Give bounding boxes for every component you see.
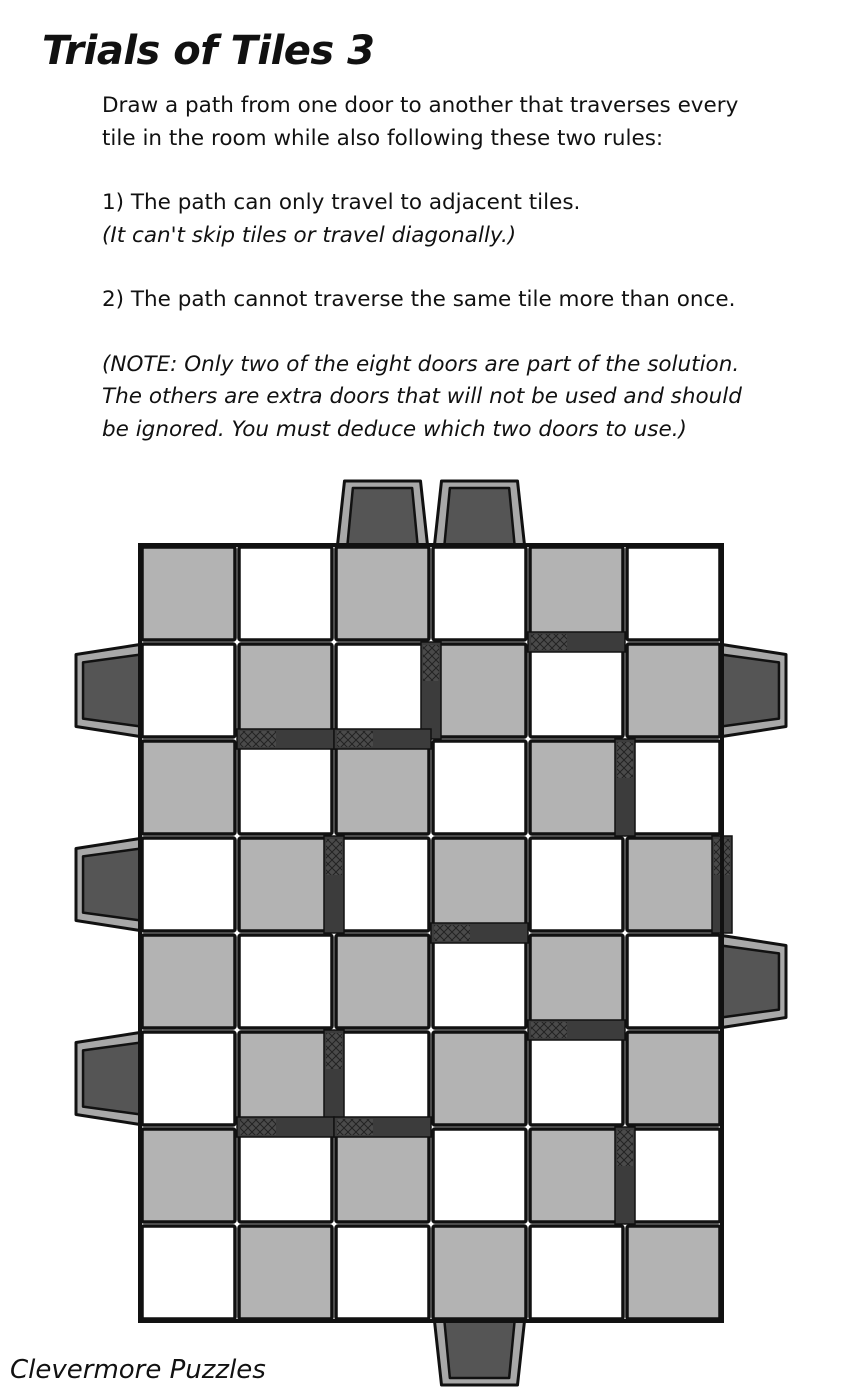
rule-1-note: (It can't skip tiles or travel diagonally.) <box>102 222 517 248</box>
intro-line-1: Draw a path from one door to another that traverses every <box>102 93 739 118</box>
tile-r7-c2[interactable] <box>336 1226 429 1319</box>
tile-r2-c5[interactable] <box>627 741 720 834</box>
wall-segment <box>237 1117 334 1137</box>
tile-r3-c2[interactable] <box>336 838 429 931</box>
tile-r6-c4[interactable] <box>530 1129 623 1222</box>
tile-r1-c2[interactable] <box>336 644 429 737</box>
wall-segment <box>431 923 528 943</box>
tile-r4-c3[interactable] <box>433 935 526 1028</box>
tile-r7-c3[interactable] <box>433 1226 526 1319</box>
wall-segment <box>615 1127 635 1224</box>
tile-r0-c5[interactable] <box>627 547 720 640</box>
tile-r6-c3[interactable] <box>433 1129 526 1222</box>
door-left-1[interactable] <box>76 645 140 737</box>
tile-r2-c4[interactable] <box>530 741 623 834</box>
tile-r3-c3[interactable] <box>433 838 526 931</box>
tile-r0-c1[interactable] <box>239 547 332 640</box>
tile-r2-c3[interactable] <box>433 741 526 834</box>
tile-r2-c1[interactable] <box>239 741 332 834</box>
tile-r1-c5[interactable] <box>627 644 720 737</box>
wall-segment <box>334 729 431 749</box>
note-line-1: (NOTE: Only two of the eight doors are part of the solution. <box>102 351 740 377</box>
tile-r7-c0[interactable] <box>142 1226 235 1319</box>
tile-r7-c1[interactable] <box>239 1226 332 1319</box>
tile-r7-c4[interactable] <box>530 1226 623 1319</box>
tile-r7-c5[interactable] <box>627 1226 720 1319</box>
tile-r3-c1[interactable] <box>239 838 332 931</box>
door-right-1[interactable] <box>722 645 786 737</box>
wall-segment <box>237 729 334 749</box>
tile-r6-c0[interactable] <box>142 1129 235 1222</box>
tile-r0-c0[interactable] <box>142 547 235 640</box>
tile-r3-c0[interactable] <box>142 838 235 931</box>
tile-r0-c2[interactable] <box>336 547 429 640</box>
tile-r1-c3[interactable] <box>433 644 526 737</box>
door-bottom-3[interactable] <box>435 1321 525 1385</box>
tile-r4-c0[interactable] <box>142 935 235 1028</box>
tile-r6-c5[interactable] <box>627 1129 720 1222</box>
door-left-3[interactable] <box>76 839 140 931</box>
wall-segment <box>528 632 625 652</box>
door-top-3[interactable] <box>435 481 525 545</box>
wall-segment <box>615 739 635 836</box>
tile-r3-c5[interactable] <box>627 838 720 931</box>
rule-2: 2) The path cannot traverse the same tile more than once. <box>102 287 736 312</box>
tile-r5-c3[interactable] <box>433 1032 526 1125</box>
tile-r0-c3[interactable] <box>433 547 526 640</box>
door-right-4[interactable] <box>722 936 786 1028</box>
door-left-5[interactable] <box>76 1033 140 1125</box>
tile-r5-c0[interactable] <box>142 1032 235 1125</box>
tile-r4-c4[interactable] <box>530 935 623 1028</box>
wall-segment <box>528 1020 625 1040</box>
tile-r5-c5[interactable] <box>627 1032 720 1125</box>
note-line-3: be ignored. You must deduce which two doors to use.) <box>102 416 687 442</box>
door-top-2[interactable] <box>338 481 428 545</box>
tile-r1-c1[interactable] <box>239 644 332 737</box>
tile-r6-c2[interactable] <box>336 1129 429 1222</box>
intro-line-2: tile in the room while also following these two rules: <box>102 125 664 151</box>
puzzle-title: Trials of Tiles 3 <box>42 28 375 74</box>
note-line-2: The others are extra doors that will not be used and should <box>102 384 742 409</box>
tile-r1-c4[interactable] <box>530 644 623 737</box>
publisher-credit: Clevermore Puzzles <box>10 1355 266 1385</box>
tile-r4-c2[interactable] <box>336 935 429 1028</box>
tile-r5-c1[interactable] <box>239 1032 332 1125</box>
wall-segment <box>334 1117 431 1137</box>
rule-1: 1) The path can only travel to adjacent tiles. <box>102 190 581 215</box>
wall-segment <box>324 1030 344 1127</box>
wall-segment <box>324 836 344 933</box>
tile-r1-c0[interactable] <box>142 644 235 737</box>
wall-segment <box>421 642 441 739</box>
tile-r4-c1[interactable] <box>239 935 332 1028</box>
tile-r2-c0[interactable] <box>142 741 235 834</box>
tile-r0-c4[interactable] <box>530 547 623 640</box>
tile-r6-c1[interactable] <box>239 1129 332 1222</box>
tile-r2-c2[interactable] <box>336 741 429 834</box>
tile-r5-c2[interactable] <box>336 1032 429 1125</box>
tile-r5-c4[interactable] <box>530 1032 623 1125</box>
tile-r4-c5[interactable] <box>627 935 720 1028</box>
tile-r3-c4[interactable] <box>530 838 623 931</box>
